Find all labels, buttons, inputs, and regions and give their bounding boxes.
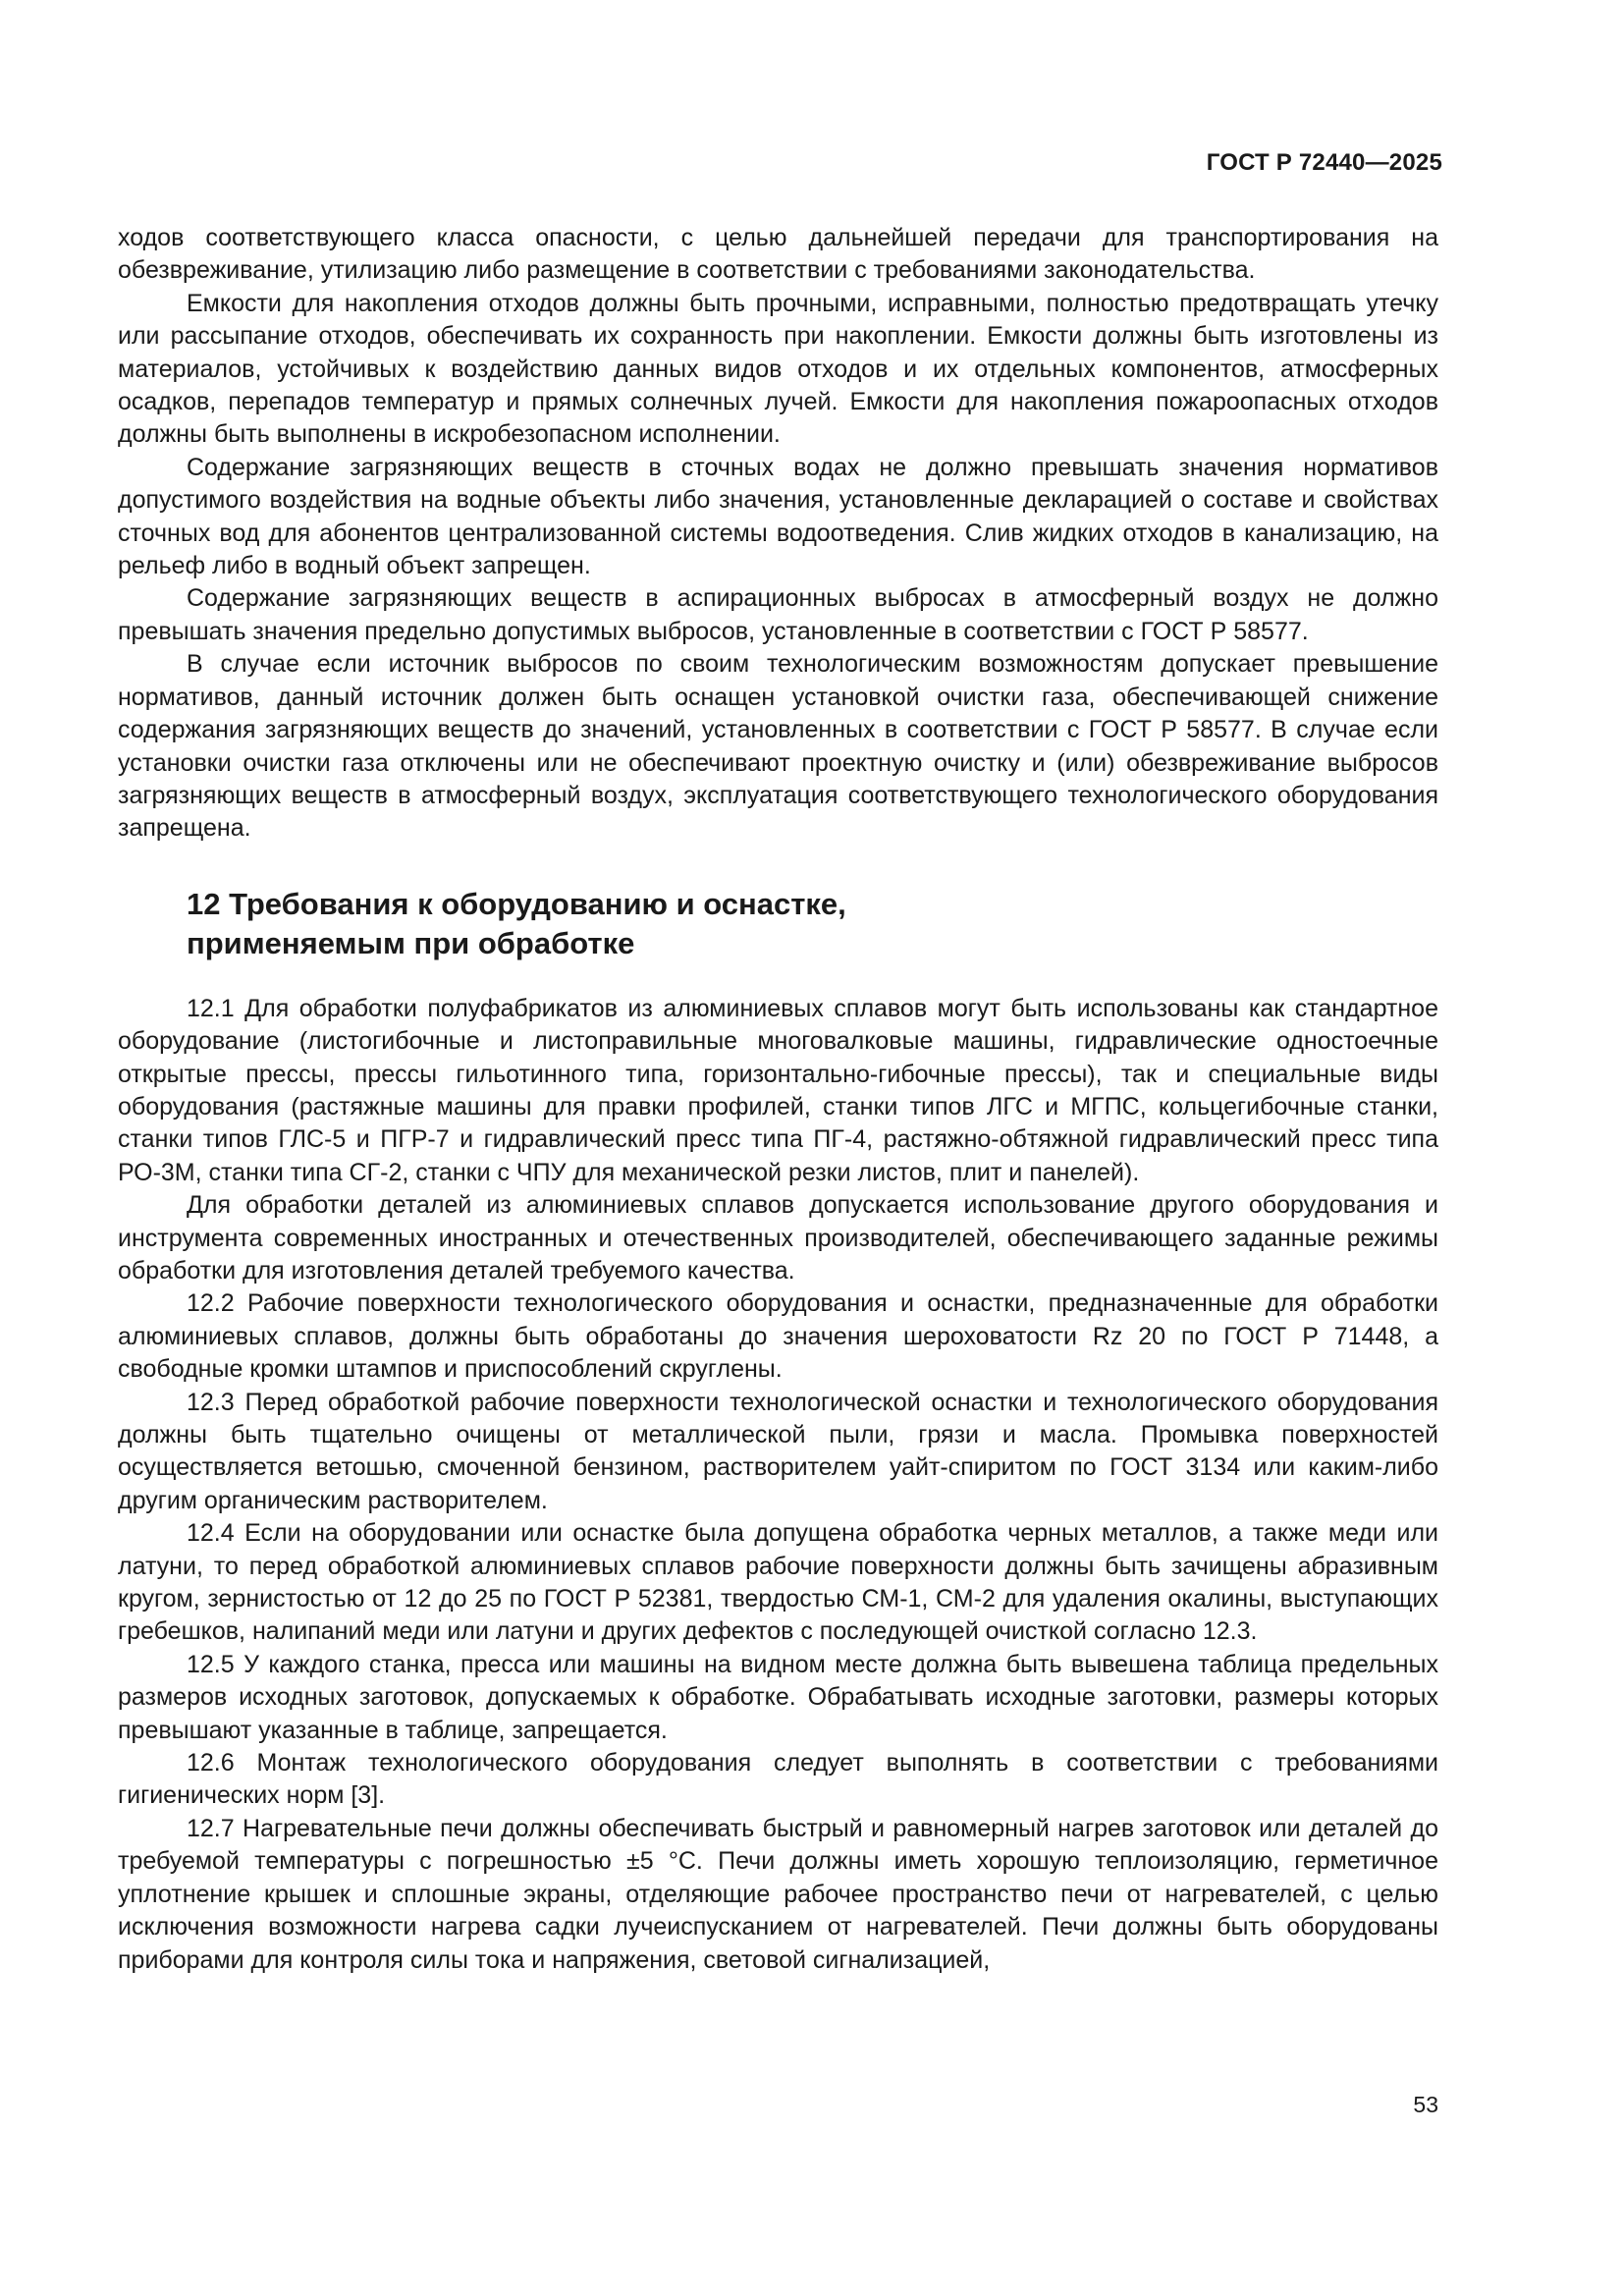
paragraph-gas-cleaning: В случае если источник выбросов по своим технологическим возможностям допускает превышение нормативов, данный источник должен быть оснащен установкой очистки газа, обеспечивающей снижение содержания загрязняющих веществ до значений, установленных в соответствии с ГОСТ Р 58577. В случае если установки очистки газа отключены или не обеспечивают проектную очистку и (или) обезвреживание выбросов загрязняющих веществ в атмосферный воздух, эксплуатация соответствующего технологического оборудования запрещена. xyxy=(118,650,1438,843)
page-number: 53 xyxy=(1413,2092,1438,2117)
paragraph-12-3: 12.3 Перед обработкой рабочие поверхности технологической оснастки и технологического оборудования должны быть тщательно очищены от металлической пыли, грязи и масла. Промывка поверхностей осуществляется ветошью, смоченной бензином, растворителем уайт-спиритом по ГОСТ 3134 или каким-либо другим органическим растворителем. xyxy=(118,1388,1438,1514)
paragraph-12-6: 12.6 Монтаж технологического оборудования следует выполнять в соответствии с требованиями гигиенических норм [3]. xyxy=(118,1749,1438,1810)
paragraph-aspiration-emissions: Содержание загрязняющих веществ в аспирационных выбросах в атмосферный воздух не должно превышать значения предельно допустимых выбросов, установленные в соответствии с ГОСТ Р 58577. xyxy=(118,584,1438,645)
paragraph-wastewater: Содержание загрязняющих веществ в сточных водах не должно превышать значения нормативов допустимого воздействия на водные объекты либо значения, установленные декларацией о составе и свойствах сточных вод для абонентов централизованной системы водоотведения. Слив жидких отходов в канализацию, на рельеф либо в водный объект запрещен. xyxy=(118,453,1438,580)
section-title-line-2: применяемым при обработке xyxy=(187,925,635,960)
paragraph-12-1-note: Для обработки деталей из алюминиевых сплавов допускается использование другого оборудования и инструмента современных иностранных и отечественных производителей, обеспечивающего заданные режимы обработки для изготовления деталей требуемого качества. xyxy=(118,1191,1438,1285)
paragraph-12-5: 12.5 У каждого станка, пресса или машины на видном месте должна быть вывешена таблица предельных размеров исходных заготовок, допускаемых к обработке. Обрабатывать исходные заготовки, размеры которых превышают указанные в таблице, запрещается. xyxy=(118,1650,1438,1744)
paragraph-waste-containers: Емкости для накопления отходов должны быть прочными, исправными, полностью предотвращать утечку или рассыпание отходов, обеспечивать их сохранность при накоплении. Емкости должны быть изготовлены из материалов, устойчивых к воздействию данных видов отходов и их отдельных компонентов, атмосферных осадков, перепадов температур и прямых солнечных лучей. Емкости для накопления пожароопасных отходов должны быть выполнены в искробезопасном исполнении. xyxy=(118,289,1438,449)
paragraph-12-4: 12.4 Если на оборудовании или оснастке была допущена обработка черных металлов, а также меди или латуни, то перед обработкой алюминиевых сплавов рабочие поверхности должны быть зачищены абразивным кругом, зернистостью от 12 до 25 по ГОСТ Р 52381, твердостью СМ-1, СМ-2 для удаления окалины, выступающих гребешков, налипаний меди или латуни и других дефектов с последующей очисткой согласно 12.3. xyxy=(118,1519,1438,1646)
section-12-title xyxy=(187,885,1438,963)
section-title-line-1: 12 Требования к оборудованию и оснастке, xyxy=(187,886,846,921)
document-body xyxy=(118,222,1438,1977)
paragraph-12-1: 12.1 Для обработки полуфабрикатов из алюминиевых сплавов могут быть использованы как стандартное оборудование (листогибочные и листоправильные многовалковые машины, гидравлические одностоечные открытые прессы, прессы гильотинного типа, горизонтально-гибочные прессы), так и специальные виды оборудования (растяжные машины для правки профилей, станки типов ЛГС и МГПС, кольцегибочные станки, станки типов ГЛС-5 и ПГР-7 и гидравлический пресс типа ПГ-4, растяжно-обтяжной гидравлический пресс типа РО-3М, станки типа СГ-2, станки с ЧПУ для механической резки листов, плит и панелей). xyxy=(118,994,1438,1186)
document-header: ГОСТ Р 72440—2025 xyxy=(1206,149,1442,176)
paragraph-12-7: 12.7 Нагревательные печи должны обеспечивать быстрый и равномерный нагрев заготовок или деталей до требуемой температуры с погрешностью ±5 °С. Печи должны иметь хорошую теплоизоляцию, герметичное уплотнение крышек и сплошные экраны, отделяющие рабочее пространство печи от нагревателей, с целью исключения возможности нагрева садки лучеиспусканием от нагревателей. Печи должны быть оборудованы приборами для контроля силы тока и напряжения, световой сигнализацией, xyxy=(118,1814,1438,1974)
paragraph-12-2: 12.2 Рабочие поверхности технологического оборудования и оснастки, предназначенные для обработки алюминиевых сплавов, должны быть обработаны до значения шероховатости Rz 20 по ГОСТ Р 71448, а свободные кромки штампов и приспособлений скруглены. xyxy=(118,1289,1438,1384)
paragraph-continuation: ходов соответствующего класса опасности, с целью дальнейшей передачи для транспортирования на обезвреживание, утилизацию либо размещение в соответствии с требованиями законодательства. xyxy=(118,224,1438,285)
